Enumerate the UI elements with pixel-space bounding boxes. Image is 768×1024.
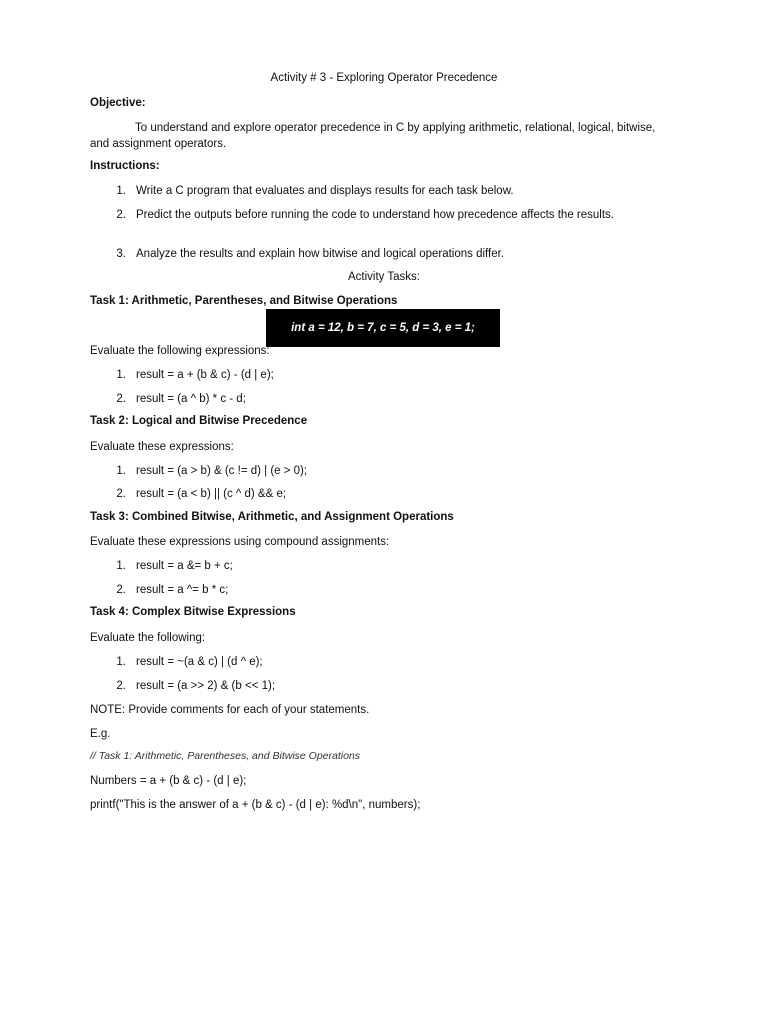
list-text: result = (a >> 2) & (b << 1); xyxy=(136,680,276,692)
list-number: 1. xyxy=(116,656,126,668)
example-line-1: Numbers = a + (b & c) - (d | e); xyxy=(90,775,247,787)
list-text: result = ~(a & c) | (d ^ e); xyxy=(136,656,263,668)
list-number: 1. xyxy=(116,185,126,197)
list-number: 1. xyxy=(116,369,126,381)
document-title: Activity # 3 - Exploring Operator Precedence xyxy=(270,72,498,84)
variable-declaration: int a = 12, b = 7, c = 5, d = 3, e = 1; xyxy=(291,322,475,334)
list-number: 2. xyxy=(116,393,126,405)
list-text: result = (a ^ b) * c - d; xyxy=(136,393,246,405)
task2-item xyxy=(112,463,660,479)
task1-item xyxy=(112,367,660,383)
task2-heading: Task 2: Logical and Bitwise Precedence xyxy=(90,415,308,427)
task4-heading: Task 4: Complex Bitwise Expressions xyxy=(90,606,296,618)
example-label: E.g. xyxy=(90,728,111,740)
list-text: Analyze the results and explain how bitwise and logical operations differ. xyxy=(136,248,505,260)
example-comment: // Task 1: Arithmetic, Parentheses, and Bitwise Operations xyxy=(90,750,361,762)
list-number: 3. xyxy=(116,248,126,260)
list-number: 1. xyxy=(116,560,126,572)
list-text: result = a ^= b * c; xyxy=(136,584,229,596)
task3-item xyxy=(112,582,660,598)
list-text: result = a + (b & c) - (d | e); xyxy=(136,369,274,381)
list-text: result = a &= b + c; xyxy=(136,560,233,572)
instruction-item xyxy=(112,207,660,223)
list-number: 2. xyxy=(116,680,126,692)
instruction-item xyxy=(112,183,660,199)
task3-item xyxy=(112,558,660,574)
objective-heading: Objective: xyxy=(90,97,146,109)
task4-item xyxy=(112,654,660,670)
activity-tasks-label: Activity Tasks: xyxy=(348,271,420,283)
task3-heading: Task 3: Combined Bitwise, Arithmetic, and Assignment Operations xyxy=(90,511,454,523)
list-text: Write a C program that evaluates and displays results for each task below. xyxy=(136,185,514,197)
task4-lead: Evaluate the following: xyxy=(90,632,206,644)
task4-item xyxy=(112,678,660,694)
variable-declaration-box xyxy=(266,309,500,347)
list-number: 2. xyxy=(116,488,126,500)
list-number: 2. xyxy=(116,584,126,596)
note-text: NOTE: Provide comments for each of your statements. xyxy=(90,704,370,716)
task1-lead: Evaluate the following expressions: xyxy=(90,345,270,357)
task2-lead: Evaluate these expressions: xyxy=(90,441,234,453)
list-text: Predict the outputs before running the code to understand how precedence affects the results. xyxy=(136,209,614,221)
objective-text: To understand and explore operator precedence in C by applying arithmetic, relational, logical, bitwise, and assignment operators. xyxy=(90,122,656,150)
task1-heading: Task 1: Arithmetic, Parentheses, and Bitwise Operations xyxy=(90,295,398,307)
list-number: 2. xyxy=(116,209,126,221)
task1-item xyxy=(112,391,660,407)
list-text: result = (a > b) & (c != d) | (e > 0); xyxy=(136,465,308,477)
example-line-2: printf("This is the answer of a + (b & c) - (d | e): %d\n", numbers); xyxy=(90,799,421,811)
instruction-item xyxy=(112,246,660,262)
task3-lead: Evaluate these expressions using compound assignments: xyxy=(90,536,390,548)
list-number: 1. xyxy=(116,465,126,477)
instructions-heading: Instructions: xyxy=(90,160,160,172)
list-text: result = (a < b) || (c ^ d) && e; xyxy=(136,488,287,500)
task2-item xyxy=(112,486,660,502)
